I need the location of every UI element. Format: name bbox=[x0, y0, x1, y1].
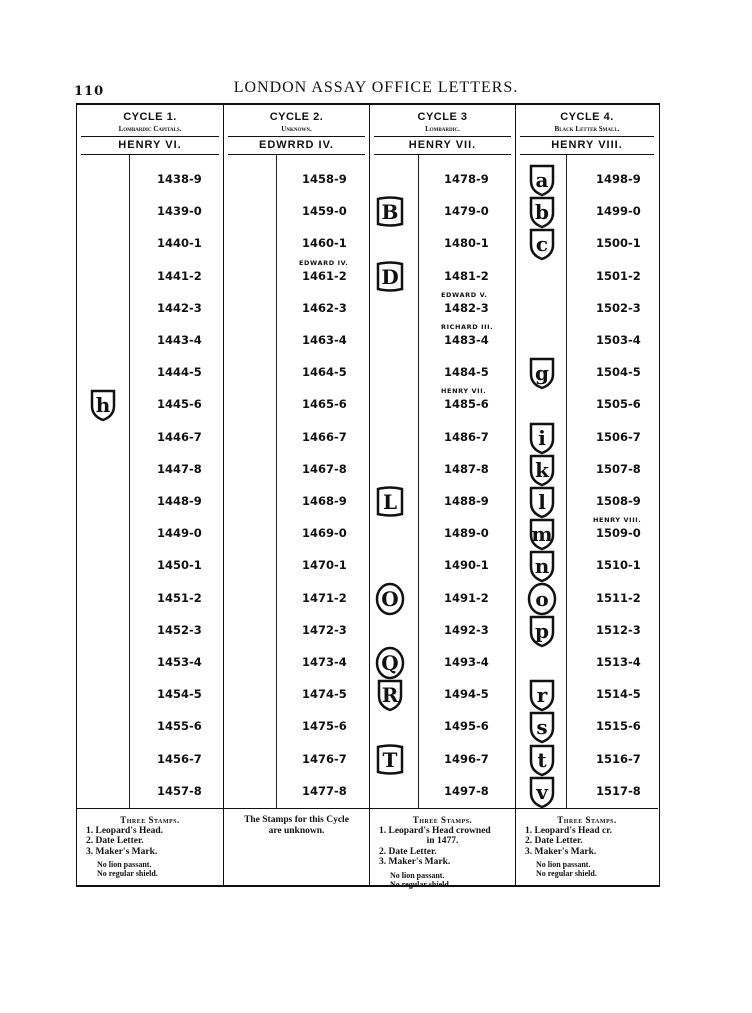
column-rule bbox=[418, 155, 419, 808]
date-letter-mark bbox=[526, 710, 558, 744]
year-range: 1456-7 bbox=[157, 751, 202, 766]
footer-title: Three Stamps. bbox=[557, 815, 617, 825]
year-range: 1448-9 bbox=[157, 494, 202, 508]
year-range: 1471-2 bbox=[302, 590, 347, 605]
date-letter-mark bbox=[526, 195, 558, 229]
page-number: 110 bbox=[74, 84, 105, 99]
year-range: 1438-9 bbox=[157, 172, 202, 186]
cycle-heading: CYCLE 2. bbox=[269, 111, 324, 123]
footer-line: 1. Leopard's Head crowned bbox=[379, 825, 491, 836]
date-letter-mark bbox=[374, 195, 406, 229]
year-range: 1502-3 bbox=[596, 300, 641, 315]
year-range: 1508-9 bbox=[596, 494, 641, 508]
date-letter-mark bbox=[374, 485, 406, 519]
cycle-footer bbox=[224, 815, 369, 836]
year-range: 1496-7 bbox=[444, 751, 489, 766]
year-range: 1493-4 bbox=[444, 655, 489, 669]
year-range: 1477-8 bbox=[302, 783, 347, 798]
year-range: 1445-6 bbox=[157, 397, 202, 412]
footer-note: No lion passant. bbox=[536, 860, 591, 869]
footer-line: 3. Maker's Mark. bbox=[525, 846, 597, 857]
date-letter-mark bbox=[526, 743, 558, 777]
year-range: 1491-2 bbox=[444, 590, 489, 605]
year-range: 1499-0 bbox=[596, 204, 641, 219]
date-letter-mark bbox=[526, 453, 558, 487]
date-letter-glyph: m bbox=[531, 522, 553, 547]
cycle-letter-style: Unknown. bbox=[281, 125, 312, 133]
divider bbox=[374, 154, 511, 155]
year-range: 1452-3 bbox=[157, 622, 202, 637]
divider bbox=[374, 136, 511, 137]
year-range: 1503-4 bbox=[596, 333, 641, 347]
year-range: 1466-7 bbox=[302, 429, 347, 444]
date-letter-mark bbox=[374, 646, 406, 680]
cycle-heading: CYCLE 1. bbox=[123, 111, 177, 123]
year-range: 1487-8 bbox=[444, 461, 489, 476]
date-letter-glyph: k bbox=[535, 457, 549, 482]
year-range: 1485-6 bbox=[444, 397, 489, 412]
cycle-footer bbox=[516, 815, 658, 878]
footer-line: 1. Leopard's Head cr. bbox=[525, 825, 612, 836]
year-range: 1488-9 bbox=[444, 494, 489, 508]
year-range: 1453-4 bbox=[157, 655, 202, 669]
column-rule bbox=[566, 155, 567, 808]
date-letter-glyph: l bbox=[538, 490, 546, 514]
year-range: 1446-7 bbox=[157, 429, 202, 444]
year-range: 1472-3 bbox=[302, 622, 347, 637]
divider bbox=[370, 808, 515, 809]
footer-note: No regular shield. bbox=[536, 869, 597, 878]
year-range: 1514-5 bbox=[596, 687, 641, 702]
date-letter-glyph: c bbox=[535, 232, 549, 257]
date-letter-glyph: r bbox=[536, 683, 548, 708]
date-letter-glyph: D bbox=[381, 264, 399, 289]
footer-line: are unknown. bbox=[268, 825, 325, 836]
year-range: 1476-7 bbox=[302, 751, 347, 766]
date-letter-mark bbox=[526, 582, 558, 616]
year-range: 1467-8 bbox=[302, 461, 347, 476]
cycle-column bbox=[223, 105, 369, 885]
year-range: 1512-3 bbox=[596, 622, 641, 637]
footer-line: in 1477. bbox=[426, 836, 459, 846]
year-range: 1516-7 bbox=[596, 751, 641, 766]
reign-note: HENRY VII. bbox=[441, 387, 487, 396]
year-range: 1478-9 bbox=[444, 172, 489, 186]
year-range: 1451-2 bbox=[157, 590, 202, 605]
year-range: 1480-1 bbox=[444, 236, 489, 251]
year-range: 1440-1 bbox=[157, 236, 202, 251]
year-range: 1462-3 bbox=[302, 300, 347, 315]
date-letter-mark bbox=[526, 485, 558, 519]
footer-note: No regular shield. bbox=[390, 879, 451, 889]
year-range: 1458-9 bbox=[302, 172, 347, 186]
year-range: 1470-1 bbox=[302, 558, 347, 573]
date-letter-mark bbox=[374, 743, 406, 777]
date-letter-glyph: B bbox=[381, 200, 399, 225]
date-letter-glyph: b bbox=[535, 200, 549, 225]
year-range: 1454-5 bbox=[157, 687, 202, 702]
year-range: 1490-1 bbox=[444, 558, 489, 573]
year-range: 1474-5 bbox=[302, 687, 347, 702]
footer-line: 2. Date Letter. bbox=[379, 846, 437, 857]
date-letter-mark bbox=[526, 549, 558, 583]
year-range: 1469-0 bbox=[302, 526, 347, 541]
divider bbox=[81, 136, 219, 137]
footer-note: No regular shield. bbox=[97, 869, 158, 878]
cycle-letter-style: Lombardic Capitals. bbox=[118, 125, 182, 133]
footer-line: 3. Maker's Mark. bbox=[86, 846, 158, 857]
date-letter-glyph: Q bbox=[381, 651, 399, 675]
date-letter-mark bbox=[526, 614, 558, 648]
assay-letters-table bbox=[76, 103, 660, 887]
monarch-name: HENRY VIII. bbox=[551, 139, 623, 151]
year-range: 1494-5 bbox=[444, 687, 489, 702]
column-rule bbox=[276, 155, 277, 808]
date-letter-glyph: o bbox=[535, 586, 549, 611]
footer-title: Three Stamps. bbox=[120, 815, 180, 825]
year-range: 1495-6 bbox=[444, 719, 489, 734]
reign-note: EDWARD V. bbox=[441, 290, 488, 299]
footer-title: Three Stamps. bbox=[412, 815, 473, 825]
footer-line: 1. Leopard's Head. bbox=[86, 825, 164, 836]
cycle-letter-style: Black Letter Small. bbox=[554, 125, 620, 133]
cycle-footer bbox=[77, 815, 223, 878]
date-letter-mark bbox=[526, 163, 558, 197]
year-range: 1460-1 bbox=[302, 236, 347, 251]
date-letter-mark bbox=[87, 388, 119, 422]
year-range: 1486-7 bbox=[444, 429, 489, 444]
year-range: 1442-3 bbox=[157, 300, 202, 315]
year-range: 1450-1 bbox=[157, 558, 202, 573]
year-range: 1443-4 bbox=[157, 333, 202, 347]
cycle-column bbox=[515, 105, 658, 885]
date-letter-glyph: R bbox=[381, 683, 399, 708]
year-range: 1447-8 bbox=[157, 461, 202, 476]
year-range: 1468-9 bbox=[302, 494, 347, 508]
date-letter-glyph: v bbox=[536, 779, 548, 804]
footer-line: 2. Date Letter. bbox=[86, 836, 144, 846]
footer-line: 3. Maker's Mark. bbox=[379, 857, 451, 867]
year-range: 1464-5 bbox=[302, 365, 347, 380]
divider bbox=[77, 808, 223, 809]
year-range: 1465-6 bbox=[302, 397, 347, 412]
year-range: 1473-4 bbox=[302, 655, 347, 669]
year-range: 1463-4 bbox=[302, 333, 347, 347]
year-range: 1481-2 bbox=[444, 268, 489, 283]
date-letter-glyph: O bbox=[381, 586, 399, 611]
year-range: 1441-2 bbox=[157, 268, 202, 283]
cycle-heading: CYCLE 4. bbox=[560, 111, 614, 123]
year-range: 1459-0 bbox=[302, 204, 347, 219]
divider bbox=[224, 808, 369, 809]
year-range: 1497-8 bbox=[444, 783, 489, 798]
year-range: 1500-1 bbox=[596, 236, 641, 251]
cycle-letter-style: Lombardic. bbox=[425, 125, 460, 133]
year-range: 1498-9 bbox=[596, 172, 641, 186]
year-range: 1507-8 bbox=[596, 461, 641, 476]
page-title: LONDON ASSAY OFFICE LETTERS. bbox=[233, 79, 519, 96]
year-range: 1501-2 bbox=[596, 268, 641, 283]
divider bbox=[228, 154, 365, 155]
reign-note: RICHARD III. bbox=[441, 323, 494, 331]
year-range: 1439-0 bbox=[157, 204, 202, 219]
year-range: 1515-6 bbox=[596, 719, 641, 734]
year-range: 1505-6 bbox=[596, 397, 641, 412]
year-range: 1504-5 bbox=[596, 365, 641, 380]
year-range: 1489-0 bbox=[444, 526, 489, 541]
divider bbox=[520, 154, 654, 155]
date-letter-glyph: g bbox=[535, 361, 549, 386]
year-range: 1506-7 bbox=[596, 429, 641, 444]
year-range: 1475-6 bbox=[302, 719, 347, 734]
year-range: 1457-8 bbox=[157, 783, 202, 798]
date-letter-mark bbox=[526, 227, 558, 261]
reign-note: EDWARD IV. bbox=[299, 258, 349, 267]
year-range: 1455-6 bbox=[157, 719, 202, 734]
date-letter-glyph: a bbox=[535, 168, 549, 192]
footer-line: 2. Date Letter. bbox=[525, 836, 583, 846]
monarch-name: HENRY VI. bbox=[118, 139, 182, 151]
date-letter-mark bbox=[526, 517, 558, 551]
date-letter-glyph: i bbox=[538, 425, 546, 450]
year-range: 1484-5 bbox=[444, 365, 489, 380]
divider bbox=[228, 136, 365, 137]
date-letter-glyph: h bbox=[95, 393, 111, 418]
date-letter-glyph: T bbox=[382, 747, 398, 772]
date-letter-mark bbox=[374, 260, 406, 294]
date-letter-glyph: p bbox=[535, 618, 549, 643]
footer-note: No lion passant. bbox=[97, 860, 152, 869]
year-range: 1492-3 bbox=[444, 622, 489, 637]
year-range: 1479-0 bbox=[444, 204, 489, 219]
monarch-name: EDWRRD IV. bbox=[259, 139, 334, 151]
cycle-heading: CYCLE 3 bbox=[417, 111, 468, 123]
date-letter-mark bbox=[374, 582, 406, 616]
divider bbox=[81, 154, 219, 155]
cycle-column bbox=[369, 105, 515, 889]
year-range: 1449-0 bbox=[157, 526, 202, 541]
year-range: 1513-4 bbox=[596, 655, 641, 669]
year-range: 1509-0 bbox=[596, 526, 641, 541]
date-letter-glyph: L bbox=[382, 490, 398, 514]
date-letter-mark bbox=[374, 678, 406, 712]
year-range: 1444-5 bbox=[157, 365, 202, 380]
footer-note: No lion passant. bbox=[390, 870, 445, 880]
date-letter-mark bbox=[526, 678, 558, 712]
year-range: 1510-1 bbox=[596, 558, 641, 573]
year-range: 1517-8 bbox=[596, 783, 641, 798]
column-rule bbox=[129, 155, 130, 808]
divider bbox=[516, 808, 658, 809]
date-letter-mark bbox=[526, 775, 558, 809]
cycle-column bbox=[77, 105, 223, 885]
cycle-footer bbox=[370, 815, 515, 889]
reign-note: HENRY VIII. bbox=[593, 516, 642, 525]
year-range: 1483-4 bbox=[444, 333, 489, 347]
date-letter-mark bbox=[526, 421, 558, 455]
date-letter-mark bbox=[526, 356, 558, 390]
date-letter-glyph: s bbox=[536, 715, 548, 740]
date-letter-glyph: t bbox=[537, 747, 547, 772]
year-range: 1461-2 bbox=[302, 268, 347, 283]
year-range: 1482-3 bbox=[444, 300, 489, 315]
footer-line: The Stamps for this Cycle bbox=[244, 815, 349, 825]
divider bbox=[520, 136, 654, 137]
date-letter-glyph: n bbox=[534, 554, 550, 579]
year-range: 1511-2 bbox=[596, 590, 641, 605]
monarch-name: HENRY VII. bbox=[408, 139, 477, 151]
